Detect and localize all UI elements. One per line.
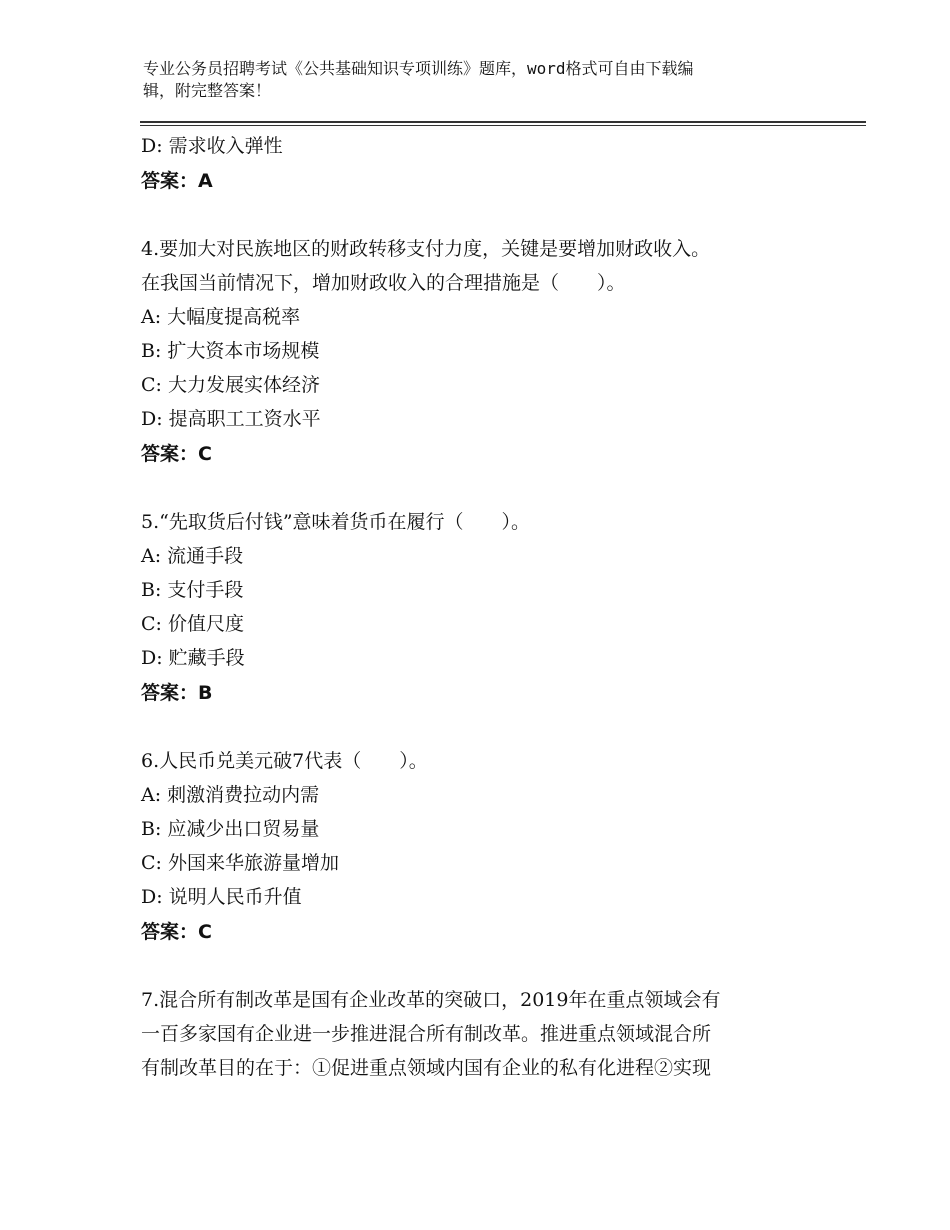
q3-answer: 答案：A [141, 170, 213, 192]
q7-stem-line-3: 有制改革目的在于：①促进重点领域内国有企业的私有化进程②实现 [141, 1057, 712, 1079]
q6-option-c: C: 外国来华旅游量增加 [141, 852, 339, 874]
header-line-2: 辑，附完整答案！ [143, 81, 272, 100]
q6-option-a: A: 刺激消费拉动内需 [141, 784, 320, 806]
q4-option-d: D: 提高职工工资水平 [141, 408, 321, 430]
q5-option-a: A: 流通手段 [141, 545, 244, 567]
q4-stem-line-2: 在我国当前情况下，增加财政收入的合理措施是（ ）。 [141, 272, 626, 294]
q5-stem-line-1: 5.“先取货后付钱”意味着货币在履行（ ）。 [141, 511, 531, 533]
q5-option-d: D: 贮藏手段 [141, 647, 245, 669]
q7-stem-line-2: 一百多家国有企业进一步推进混合所有制改革。推进重点领域混合所 [141, 1023, 712, 1045]
page-header [143, 58, 843, 102]
q4-option-a: A: 大幅度提高税率 [141, 306, 301, 328]
q6-option-d: D: 说明人民币升值 [141, 886, 302, 908]
q7-stem-line-1: 7.混合所有制改革是国有企业改革的突破口，2019年在重点领域会有 [141, 989, 721, 1011]
q5-answer: 答案：B [141, 682, 213, 704]
header-divider-thick [140, 121, 866, 123]
q4-option-b: B: 扩大资本市场规模 [141, 340, 320, 362]
q3-option-d: D: 需求收入弹性 [141, 135, 283, 157]
header-line-1: 专业公务员招聘考试《公共基础知识专项训练》题库，word格式可自由下载编 [143, 59, 694, 78]
q6-stem-line-1: 6.人民币兑美元破7代表（ ）。 [141, 750, 428, 772]
q4-stem-line-1: 4.要加大对民族地区的财政转移支付力度，关键是要增加财政收入。 [141, 238, 711, 260]
q4-option-c: C: 大力发展实体经济 [141, 374, 320, 396]
q6-answer: 答案：C [141, 921, 212, 943]
header-divider-thin [140, 125, 866, 126]
q5-option-b: B: 支付手段 [141, 579, 244, 601]
q4-answer: 答案：C [141, 443, 212, 465]
q6-option-b: B: 应减少出口贸易量 [141, 818, 320, 840]
q5-option-c: C: 价值尺度 [141, 613, 244, 635]
